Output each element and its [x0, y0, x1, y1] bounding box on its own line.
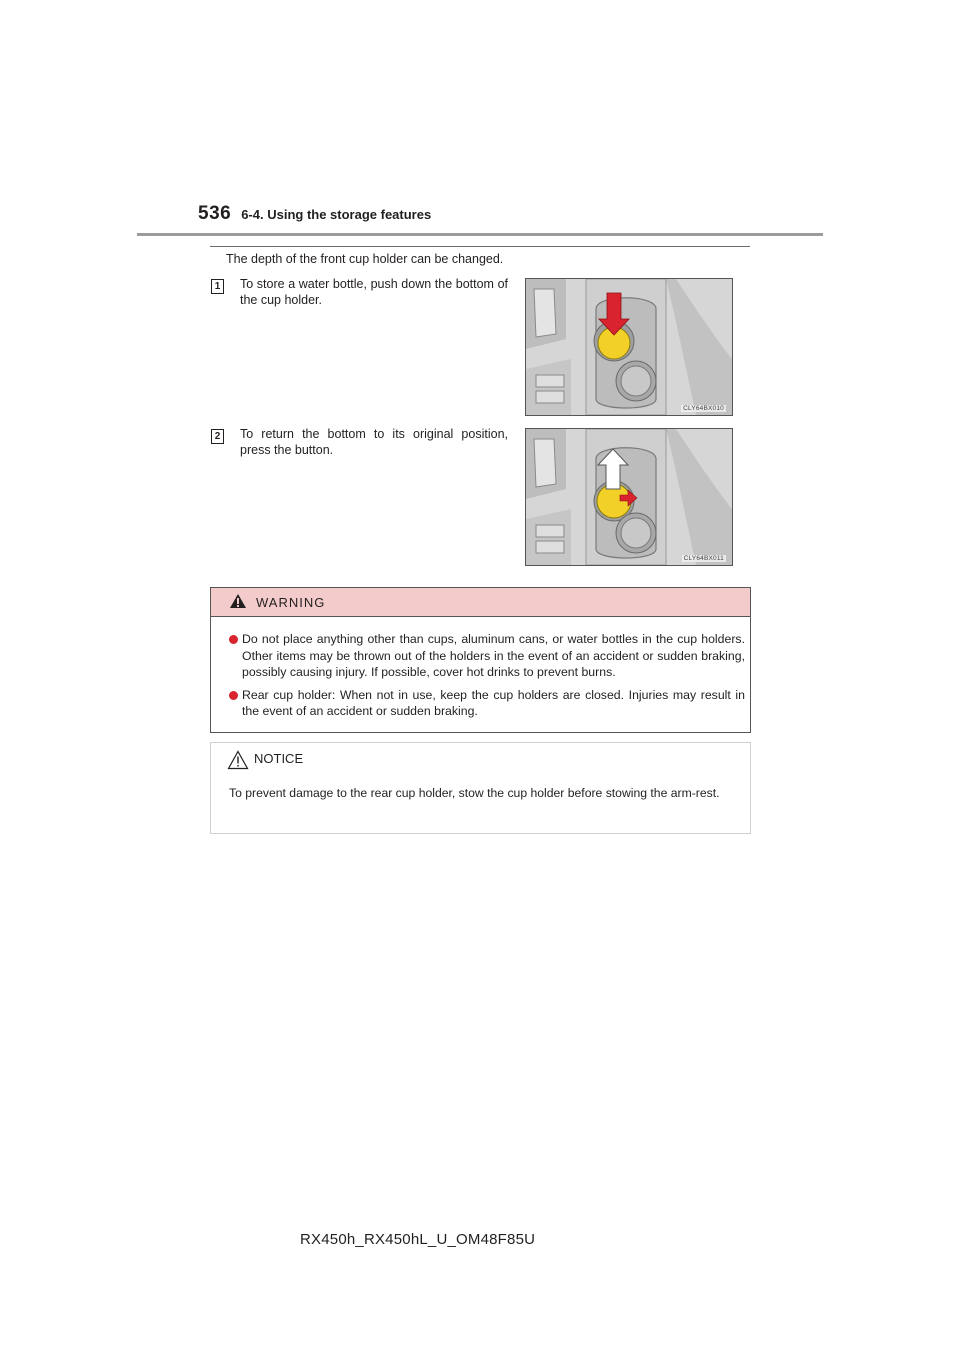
bullet-dot-icon: [229, 691, 238, 700]
warning-box: [210, 587, 751, 733]
step-2-illustration: [525, 428, 733, 566]
warning-bullet: [229, 687, 745, 720]
figure-code: CLY64BX010: [683, 405, 724, 412]
notice-title: NOTICE: [254, 751, 304, 766]
figure-code: CLY64BX011: [683, 555, 724, 562]
intro-text: The depth of the front cup holder can be changed.: [226, 252, 504, 266]
warning-bullet: [229, 631, 745, 681]
cup-holder-release-illustration: [526, 429, 732, 565]
warning-bullet-text: Do not place anything other than cups, aluminum cans, or water bottles in the cup holders. Other items may be thrown out of the holders in the event of an accident or sudden braking, possibly causing injury. If possible, cover hot drinks to prevent burns.: [242, 632, 745, 679]
footer-model-code: RX450h_RX450hL_U_OM48F85U: [300, 1231, 536, 1248]
section-title: 6-4. Using the storage features: [241, 207, 432, 222]
page-header: [198, 203, 431, 225]
bullet-dot-icon: [229, 635, 238, 644]
warning-triangle-icon: [229, 593, 247, 609]
notice-box: [210, 742, 751, 834]
subsection-rule: [210, 246, 750, 247]
warning-title: WARNING: [256, 595, 326, 610]
step-1-illustration: [525, 278, 733, 416]
header-rule: [137, 233, 823, 236]
step-2-number: 2: [211, 429, 224, 444]
warning-bullets: [229, 631, 745, 726]
page-number: 536: [198, 203, 232, 224]
step-1-text: To store a water bottle, push down the bottom of the cup holder.: [240, 277, 508, 307]
notice-text: To prevent damage to the rear cup holder, stow the cup holder before stowing the arm-rest.: [229, 786, 720, 800]
step-1-number: 1: [211, 279, 224, 294]
step-2-text: To return the bottom to its original position, press the button.: [240, 427, 508, 457]
warning-bullet-text: Rear cup holder: When not in use, keep the cup holders are closed. Injuries may result in the event of an accident or sudden braking.: [242, 687, 745, 718]
warning-header: [211, 588, 750, 617]
cup-holder-push-down-illustration: [526, 279, 732, 415]
notice-triangle-icon: [227, 750, 249, 770]
